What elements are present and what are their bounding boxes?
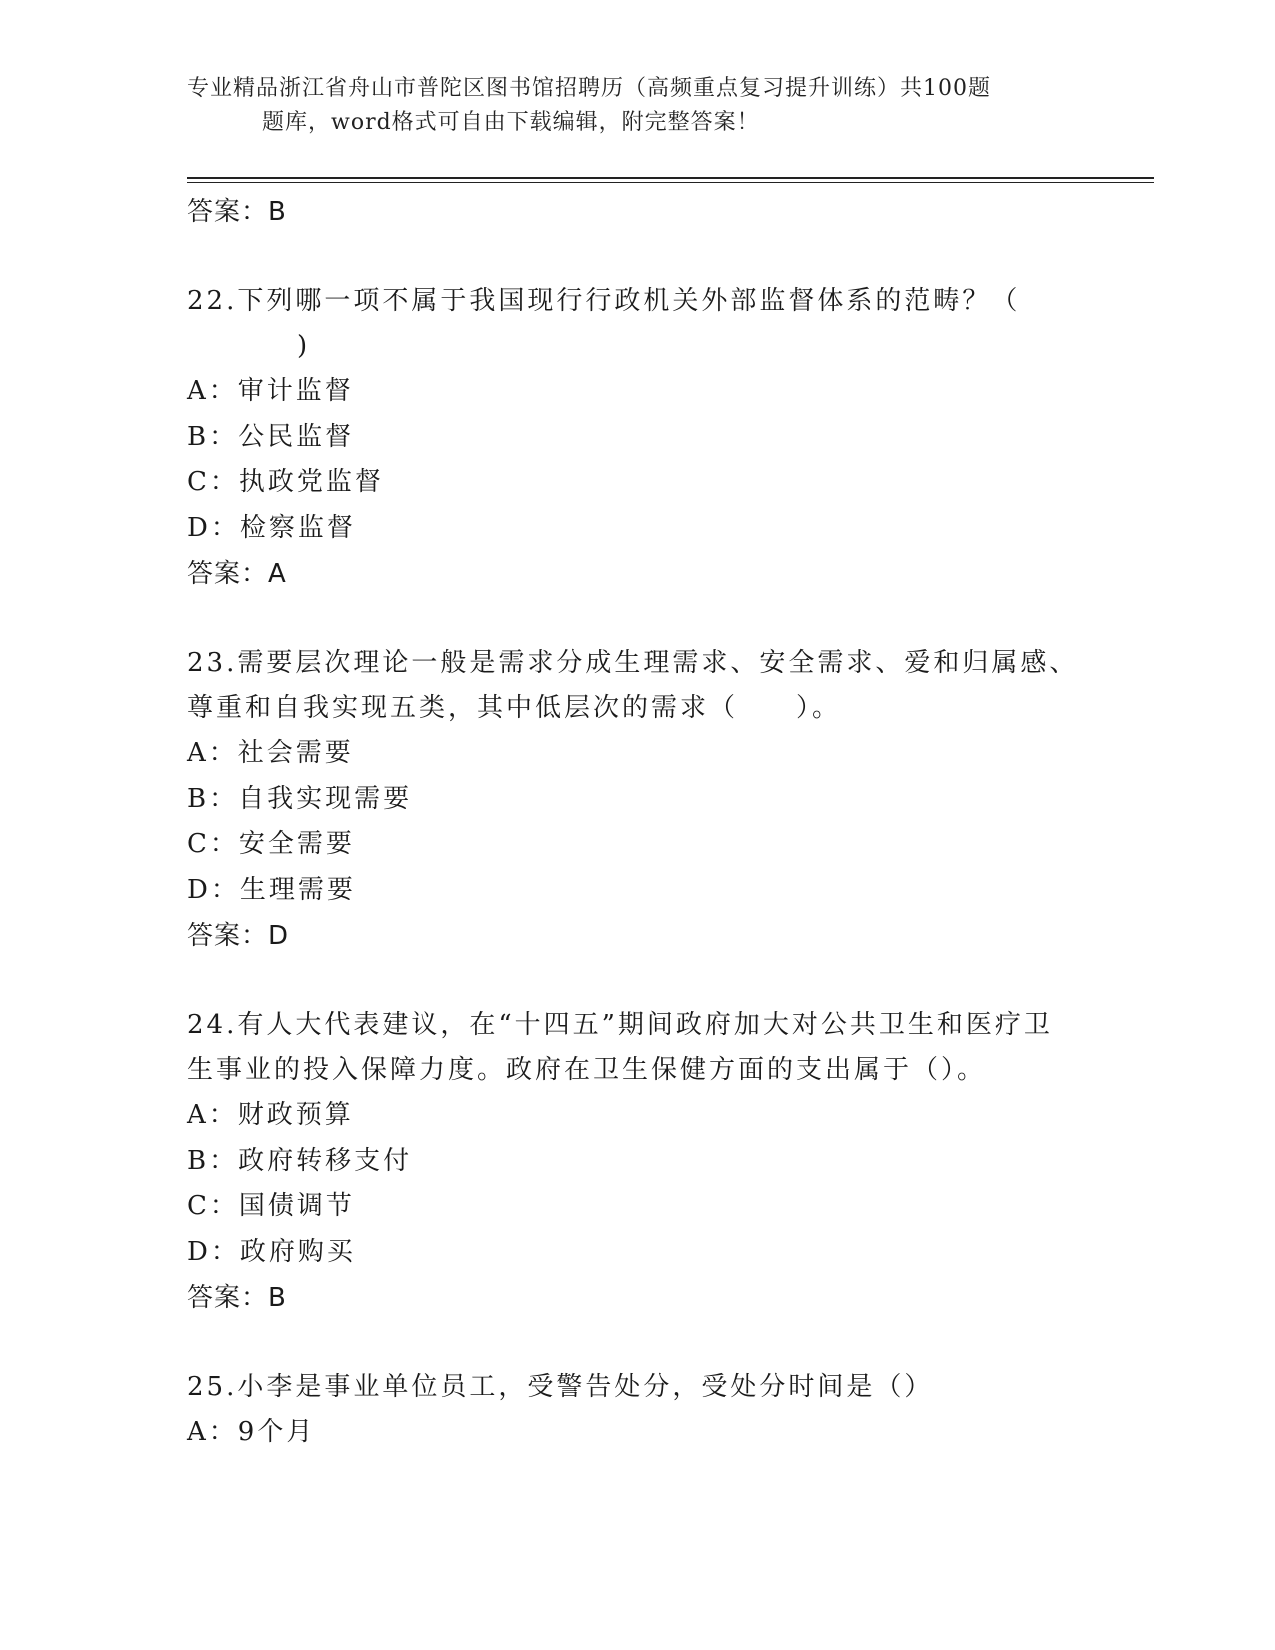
- question-text: ): [297, 331, 311, 361]
- page-header: [187, 72, 1067, 140]
- answer: 答案：B: [187, 1283, 287, 1313]
- option-b: B：自我实现需要: [187, 783, 413, 814]
- option-b: B：政府转移支付: [187, 1145, 413, 1176]
- question-text: 尊重和自我实现五类，其中低层次的需求（ ）。: [187, 693, 842, 723]
- option-a: A：社会需要: [187, 738, 354, 768]
- header-divider-thick: [187, 177, 1154, 179]
- question-list: [187, 189, 1087, 1456]
- option-a: A：审计监督: [187, 376, 354, 406]
- question-24: [187, 1003, 1087, 1321]
- question-23: [187, 641, 1087, 959]
- header-line-2: 题库，word格式可自由下载编辑，附完整答案！: [262, 110, 760, 135]
- option-c: C：安全需要: [187, 829, 355, 859]
- question-22: [187, 279, 1087, 597]
- option-d: D：生理需要: [187, 874, 356, 905]
- option-a: A：9个月: [187, 1417, 316, 1447]
- question-text: 生事业的投入保障力度。政府在卫生保健方面的支出属于（）。: [187, 1055, 987, 1085]
- header-divider-thin: [187, 182, 1154, 183]
- option-d: D：政府购买: [187, 1236, 356, 1267]
- option-a: A：财政预算: [187, 1100, 354, 1130]
- answer: 答案：D: [187, 921, 290, 951]
- option-b: B：公民监督: [187, 421, 355, 452]
- previous-answer: 答案：B: [187, 197, 287, 227]
- question-text: 24.有人大代表建议，在“十四五”期间政府加大对公共卫生和医疗卫: [187, 1010, 1053, 1040]
- option-d: D：检察监督: [187, 512, 356, 543]
- answer: 答案：A: [187, 559, 287, 589]
- option-c: C：国债调节: [187, 1191, 355, 1221]
- option-c: C：执政党监督: [187, 467, 384, 497]
- question-text: 22.下列哪一项不属于我国现行行政机关外部监督体系的范畴？（: [187, 286, 1021, 316]
- question-25: [187, 1365, 1087, 1456]
- question-text: 25.小李是事业单位员工，受警告处分，受处分时间是（）: [187, 1372, 934, 1402]
- header-line-1: 专业精品浙江省舟山市普陀区图书馆招聘历（高频重点复习提升训练）共100题: [187, 76, 991, 101]
- question-text: 23.需要层次理论一般是需求分成生理需求、安全需求、爱和归属感、: [187, 648, 1079, 678]
